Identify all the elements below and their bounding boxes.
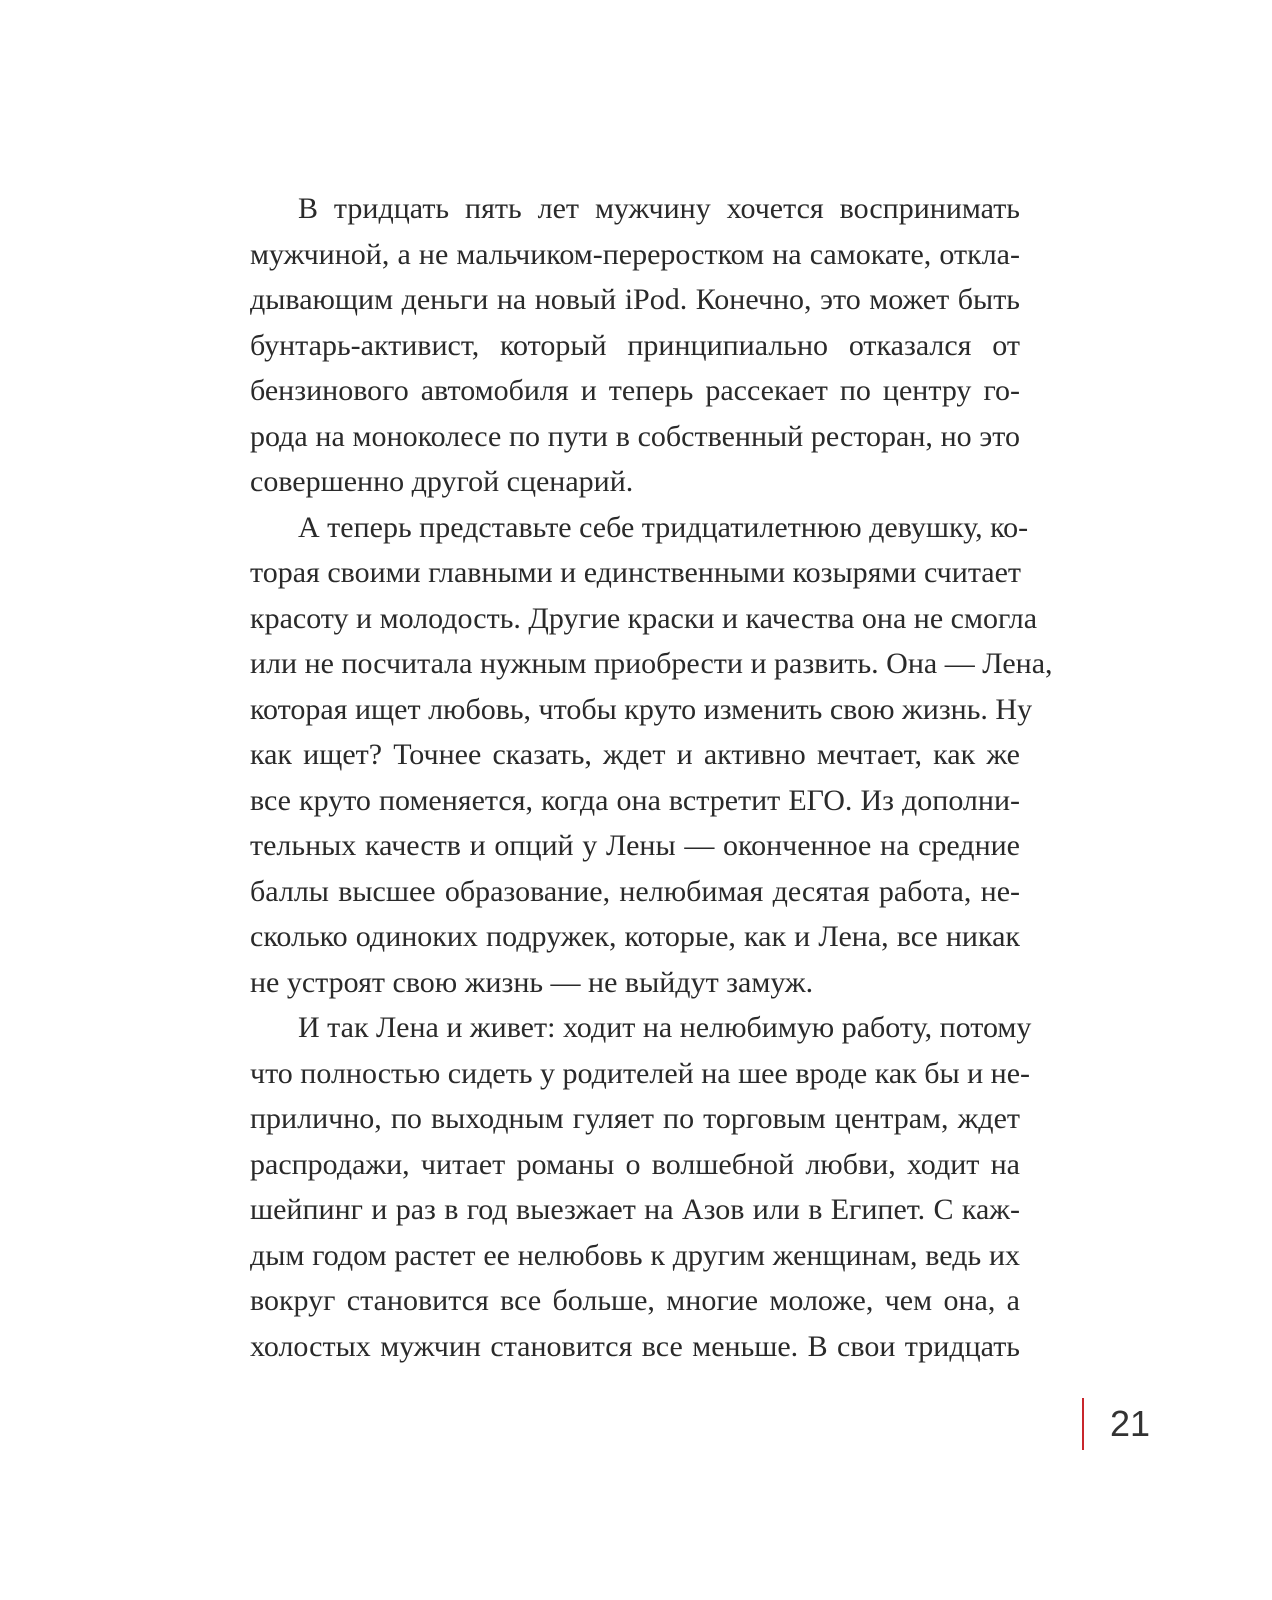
text-line: А теперь представьте себе тридцатилетнюю девушку, ко-	[298, 510, 1029, 544]
text-line: бензинового автомобиля и теперь рассекает по центру го-	[250, 374, 1020, 407]
text-line: холостых мужчин становится все меньше. В свои тридцать	[250, 1329, 1020, 1363]
page-number: 21	[1110, 1403, 1151, 1444]
text-line: вокруг становится все больше, многие моложе, чем она, а	[250, 1284, 1020, 1317]
text-line: тельных качеств и опций у Лены — оконченное на средние	[250, 829, 1020, 862]
text-line: как ищет? Точнее сказать, ждет и активно мечтает, как же	[250, 738, 1020, 771]
text-line: рода на моноколесе по пути в собственный ресторан, но это	[250, 419, 1020, 453]
text-line: баллы высшее образование, нелюбимая десятая работа, не-	[250, 874, 1020, 908]
text-line: шейпинг и раз в год выезжает на Азов или в Египет. С каж-	[250, 1193, 1020, 1226]
text-line: не устроят свою жизнь — не выйдут замуж.	[250, 965, 814, 999]
text-line: торая своими главными и единственными козырями считает	[250, 556, 1022, 589]
text-line: прилично, по выходным гуляет по торговым центрам, ждет	[250, 1102, 1020, 1135]
text-line: дывающим деньги на новый iPod. Конечно, это может быть	[250, 283, 1020, 316]
text-line: которая ищет любовь, чтобы круто изменить свою жизнь. Ну	[250, 692, 1033, 726]
paragraph-1	[250, 186, 1020, 505]
text-line: или не посчитала нужным приобрести и развить. Она — Лена,	[250, 647, 1053, 680]
paragraph-2	[250, 505, 1053, 1006]
text-line: совершенно другой сценарий.	[250, 465, 634, 498]
text-line: красоту и молодость. Другие краски и качества она не смогла	[250, 601, 1038, 635]
paragraph-3	[250, 1005, 1032, 1369]
page-number-divider	[1082, 1398, 1084, 1450]
text-line: сколько одиноких подружек, которые, как и Лена, все никак	[250, 920, 1020, 953]
text-line: дым годом растет ее нелюбовь к другим женщинам, ведь их	[250, 1238, 1020, 1272]
body-text	[250, 186, 1053, 1369]
text-line: что полностью сидеть у родителей на шее вроде как бы и не-	[250, 1056, 1031, 1090]
text-line: все круто поменяется, когда она встретит ЕГО. Из дополни-	[250, 783, 1020, 817]
text-line: И так Лена и живет: ходит на нелюбимую работу, потому	[298, 1011, 1032, 1044]
text-line: В тридцать пять лет мужчину хочется воспринимать	[298, 192, 1020, 225]
text-line: бунтарь-активист, который принципиально отказался от	[250, 328, 1020, 362]
text-line: распродажи, читает романы о волшебной любви, ходит на	[250, 1147, 1020, 1181]
text-line: мужчиной, а не мальчиком-переростком на самокате, откла-	[250, 237, 1020, 271]
